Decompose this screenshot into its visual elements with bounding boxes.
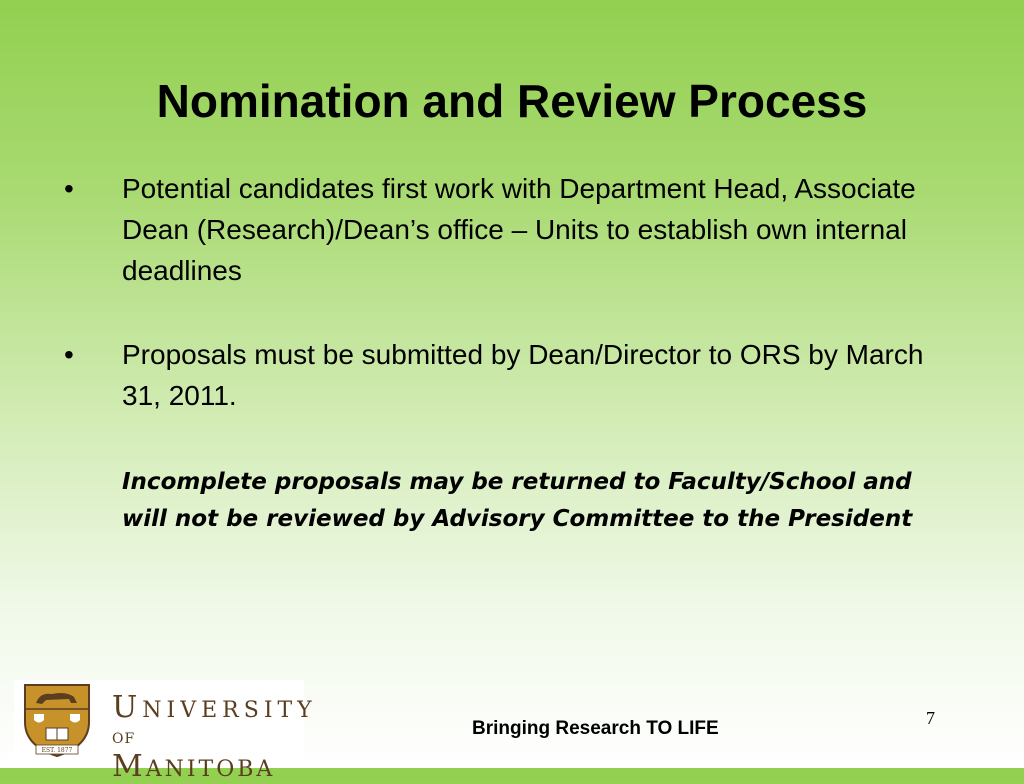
bullet-text: Proposals must be submitted by Dean/Director to ORS by March 31, 2011. — [122, 339, 924, 411]
bullet-marker: • — [64, 173, 74, 204]
logo-line-manitoba — [112, 724, 304, 784]
logo-of: OF — [112, 731, 136, 747]
logo-cap: U — [112, 690, 143, 725]
note-text: Incomplete proposals may be returned to Faculty/School and will not be reviewed by Advisory Committee to the President — [122, 469, 913, 532]
slide-title: Nomination and Review Process — [156, 75, 868, 127]
logo-rest: ANITOBA — [145, 757, 276, 782]
logo-rest: NIVERSITY — [142, 698, 317, 723]
footer-tagline: Bringing Research TO LIFE — [472, 718, 719, 739]
page-number: 7 — [926, 708, 935, 728]
bullet-item — [64, 168, 944, 291]
university-crest-icon — [22, 682, 92, 758]
crest-text: EST. 1877 — [41, 747, 73, 754]
university-logo — [14, 680, 317, 784]
bullet-text: Potential candidates first work with Department Head, Associate Dean (Research)/Dean’s office – Units to establish own internal deadlines — [122, 173, 916, 286]
logo-line-university — [112, 690, 317, 725]
logo-cap: M — [112, 749, 146, 784]
bullet-item — [64, 334, 944, 416]
bullet-marker: • — [64, 339, 74, 370]
